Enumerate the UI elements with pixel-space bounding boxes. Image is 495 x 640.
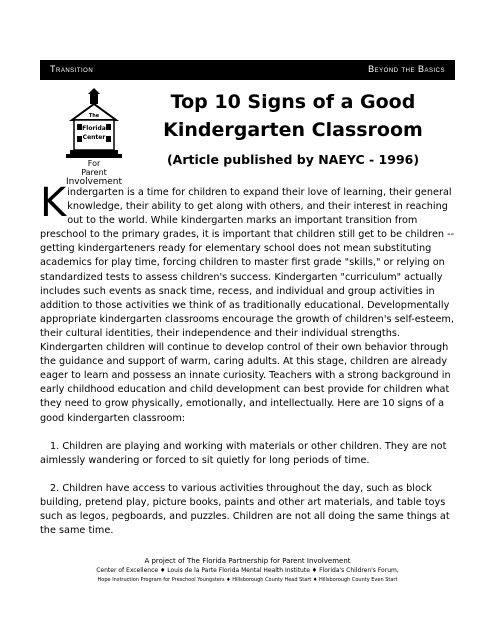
page-title-line-2: Kindergarten Classroom — [163, 119, 423, 141]
header-series-label: Beyond the Basics — [368, 64, 445, 74]
florida-center-logo — [58, 86, 130, 186]
list-item: 2. Children have access to various activities throughout the day, such as block building, pretend play, picture books, paints and other art materials, and table toys such as legos, pegboards, and puzzles. Children are not all doing the same things at the same time. — [40, 482, 450, 537]
page-title-line-1: Top 10 Signs of a Good — [170, 91, 416, 113]
list-item: 1. Children are playing and working with materials or other children. They are not aimlessly wandering or forced to sit quietly for long periods of time. — [40, 440, 447, 466]
logo-text-florida: Florida — [82, 125, 106, 132]
footer-partners-line: Center of Excellence ♦ Louis de la Parte Florida Mental Health Institute ♦ Florida's Children's Forum, — [96, 567, 399, 574]
footer — [30, 556, 465, 585]
footer-programs-line: Hope Instruction Program for Preschool Youngsters ♦ Hillsborough County Head Start ♦ Hillsborough County Even Start — [97, 577, 398, 583]
logo-text-the: The — [88, 113, 100, 119]
footer-project-line: A project of The Florida Partnership for Parent Involvement — [144, 557, 351, 565]
page-subtitle: (Article published by NAEYC - 1996) — [166, 152, 420, 167]
logo-text-parent: Parent — [81, 168, 107, 177]
logo-text-involvement: Involvement — [65, 177, 123, 186]
title-block — [128, 88, 458, 167]
logo-text-center: Center — [82, 134, 106, 141]
drop-cap: K — [40, 180, 67, 226]
header-bar — [40, 60, 455, 80]
header-section-label: Transition — [50, 64, 94, 74]
logo-text-for: For — [87, 159, 101, 168]
intro-text: indergarten is a time for children to expand their love of learning, their general knowledge, their ability to get along with others, and their interest in reaching out to the world. While kindergarten marks an important transition from preschool to the primary grades, it is important that children still get to be children -- getting kindergarteners ready for elementary school does not mean substituting academics for play time, forcing children to master first grade "skills," or relying on standardized tests to assess children's success. Kindergarten "curriculum" actually includes such events as snack time, recess, and individual and group activities in addition to those activities we think of as traditionally educational. Developmentally appropriate kindergarten classrooms encourage the growth of children's self-esteem, their cultural identities, their independence and their individual strengths. Kindergarten children will continue to develop control of their own behavior through the guidance and support of warm, caring adults. At this stage, children are already eager to learn and possess an innate curiosity. Teachers with a strong background in early childhood education and child development can best provide for children what they need to grow physically, emotionally, and intellectually. Here are 10 signs of a good kindergarten classroom: — [40, 187, 455, 424]
